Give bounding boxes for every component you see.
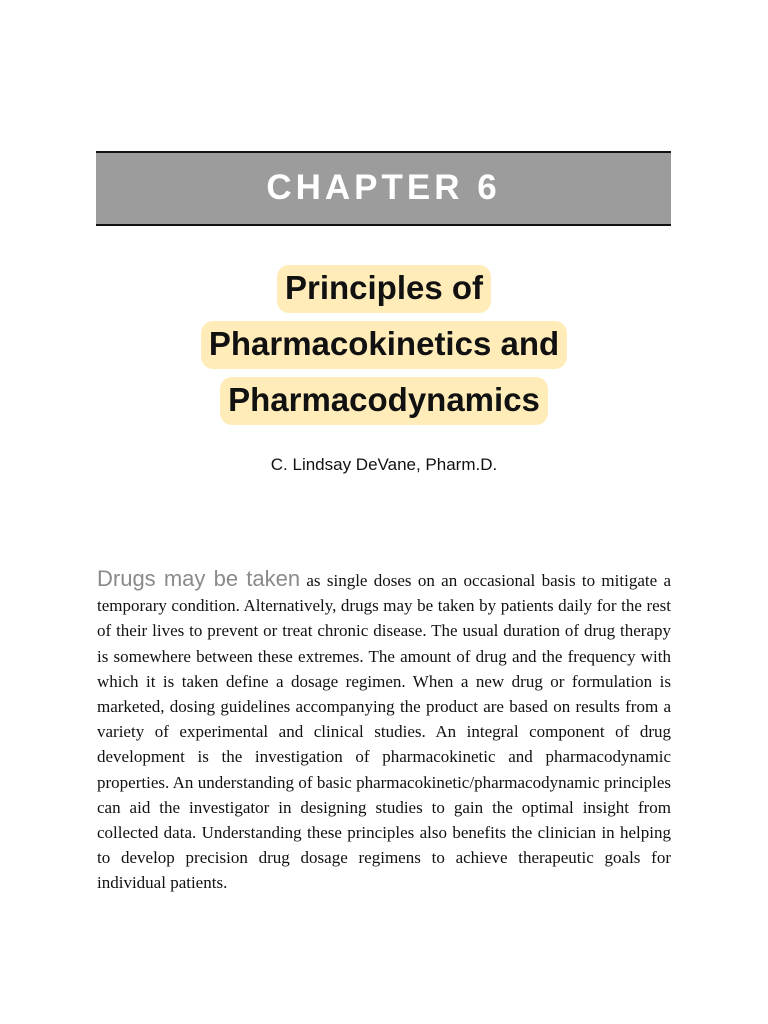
- lead-in-text: Drugs may be taken: [97, 566, 301, 591]
- chapter-title: [0, 265, 768, 433]
- chapter-banner: [96, 151, 671, 226]
- chapter-label: CHAPTER 6: [266, 167, 501, 207]
- title-line-1: Principles of: [277, 265, 491, 313]
- body-paragraph: [97, 566, 671, 896]
- body-text: as single doses on an occasional basis to mitigate a temporary condition. Alternatively, drugs may be taken by patients daily for the rest of their lives to prevent or treat chronic disease. The usual duration of drug therapy is somewhere between these extremes. The amount of drug and the frequency with which it is taken define a dosage regimen. When a new drug or formulation is marketed, dosing guidelines accompanying the product are based on results from a variety of experimental and clinical studies. An integral component of drug development is the investigation of pharmacokinetic and pharmacodynamic properties. An understanding of basic pharmacokinetic/pharmacodynamic principles can aid the investigator in designing studies to gain the optimal insight from collected data. Understanding these principles also benefits the clinician in helping to develop precision drug dosage regimens to achieve therapeutic goals for individual patients.: [97, 571, 671, 893]
- title-line-3: Pharmacodynamics: [220, 377, 548, 425]
- author-byline: C. Lindsay DeVane, Pharm.D.: [270, 455, 498, 474]
- title-line-2: Pharmacokinetics and: [201, 321, 567, 369]
